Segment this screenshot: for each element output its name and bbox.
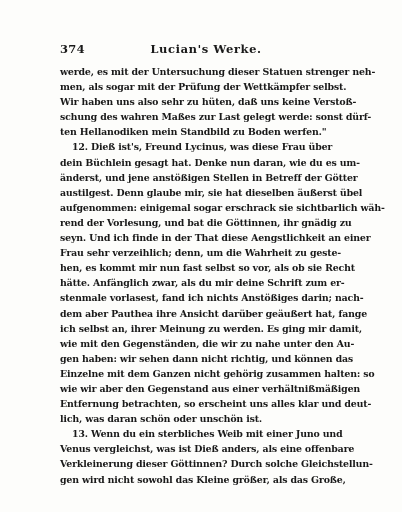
text-line: seyn. Und ich finde in der That diese Aengstlichkeit an einer <box>60 233 371 245</box>
text-line: dein Büchlein gesagt hat. Denke nun daran, wie du es um- <box>60 157 360 169</box>
text-line: Einzelne mit dem Ganzen nicht gehörig zusammen halten: so <box>60 368 375 380</box>
text-line: 12. Dieß ist's, Freund Lycinus, was diese Frau über <box>72 142 333 154</box>
running-head: Lucian's Werke. <box>150 42 262 56</box>
text-line: gen haben: wir sehen dann nicht richtig, und können das <box>60 353 354 365</box>
text-line: wie wir aber den Gegenstand aus einer verhältnißmäßigen <box>60 383 361 395</box>
text-line: austilgest. Denn glaube mir, sie hat dieselben äußerst übel <box>60 187 363 199</box>
page-header <box>60 42 352 58</box>
text-line: dem aber Pauthea ihre Ansicht darüber geäußert hat, fange <box>60 308 368 320</box>
text-line: schung des wahren Maßes zur Last gelegt werde: sonst dürf- <box>60 112 372 124</box>
text-line: wie mit den Gegenständen, die wir zu nahe unter den Au- <box>60 338 355 350</box>
text-line: hätte. Anfänglich zwar, als du mir deine Schrift zum er- <box>60 278 345 290</box>
body-text <box>60 65 385 488</box>
text-line: men, als sogar mit der Prüfung der Wettkämpfer selbst. <box>60 82 347 94</box>
text-line: werde, es mit der Untersuchung dieser Statuen strenger neh- <box>60 67 376 78</box>
text-line: 13. Wenn du ein sterbliches Weib mit einer Juno und <box>72 429 343 441</box>
text-line: gen wird nicht sowohl das Kleine größer, als das Große, <box>60 474 346 486</box>
text-line: änderst, und jene anstößigen Stellen in Betreff der Götter <box>60 172 358 184</box>
text-line: aufgenommen: einigemal sogar erschrack sie sichtbarlich wäh- <box>60 202 385 214</box>
text-line: rend der Vorlesung, und bat die Göttinnen, ihr gnädig zu <box>60 217 352 229</box>
text-line: lich, was daran schön oder unschön ist. <box>60 414 263 426</box>
text-line: Entfernung betrachten, so erscheint uns alles klar und deut- <box>60 399 372 411</box>
text-line: Frau sehr verzeihlich; denn, um die Wahrheit zu geste- <box>60 248 342 260</box>
text-line: stenmale vorlasest, fand ich nichts Anstößiges darin; nach- <box>60 293 364 305</box>
text-line: ich selbst an, ihrer Meinung zu werden. Es ging mir damit, <box>60 323 363 335</box>
text-line: hen, es kommt mir nun fast selbst so vor, als ob sie Recht <box>60 263 355 275</box>
text-line: ten Hellanodiken mein Standbild zu Boden werfen." <box>60 127 327 139</box>
text-line: Venus vergleichst, was ist Dieß anders, als eine offenbare <box>60 444 355 456</box>
page-number: 374 <box>60 42 85 56</box>
text-line: Wir haben uns also sehr zu hüten, daß uns keine Verstoß- <box>60 97 357 109</box>
text-line: Verkleinerung dieser Göttinnen? Durch solche Gleichstellun- <box>60 459 373 471</box>
